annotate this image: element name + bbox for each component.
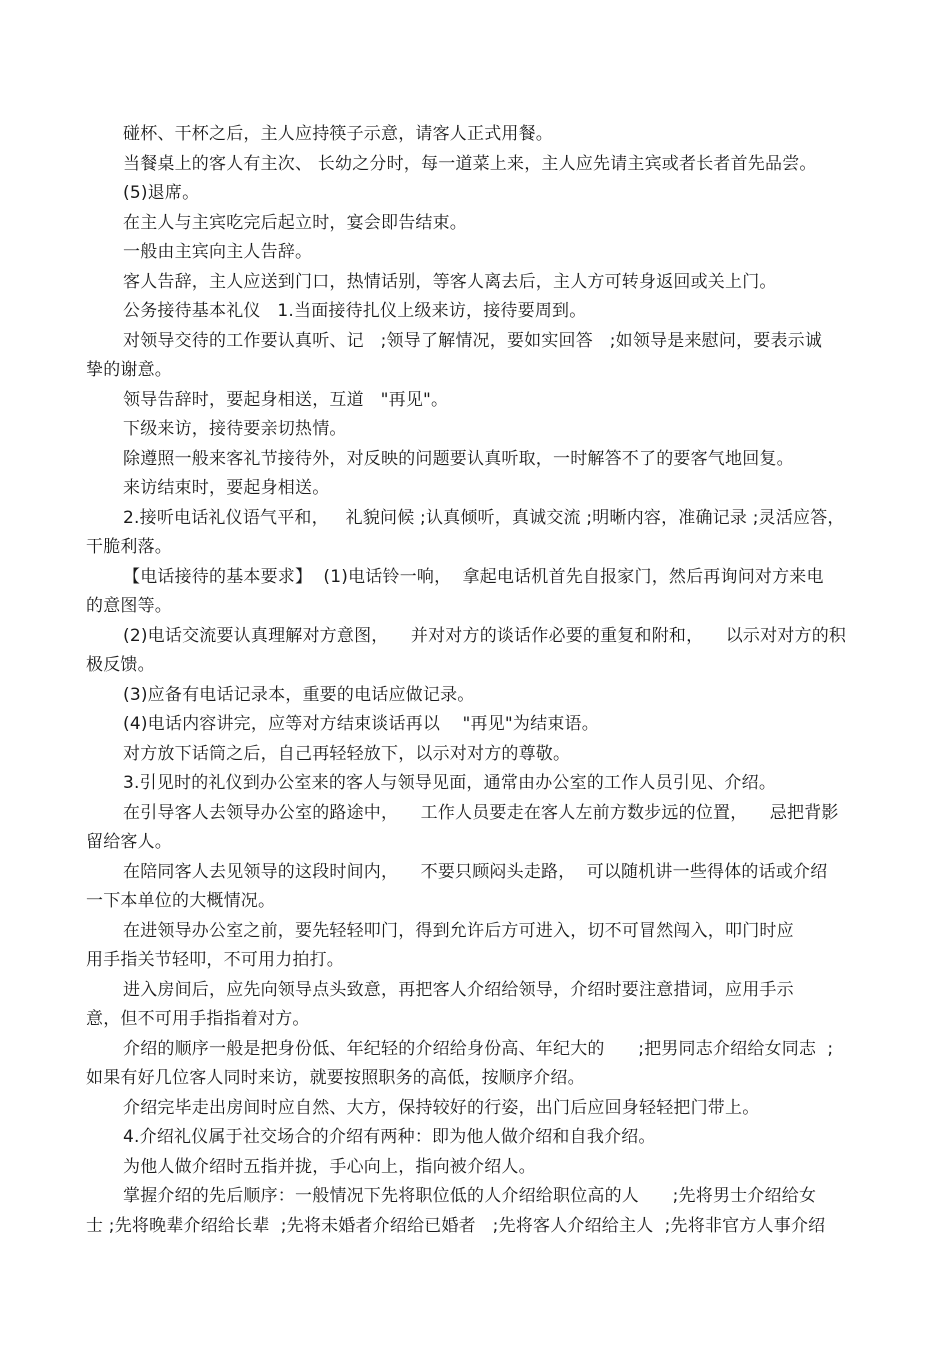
paragraph-continuation-line: 挚的谢意。 — [86, 360, 172, 380]
paragraph-continuation-line: 士 ;先将晚辈介绍给长辈 ;先将未婚者介绍给已婚者 ;先将客人介绍给主人 ;先将非官方人事介绍 — [86, 1215, 826, 1236]
paragraph-line: 公务接待基本礼仪 1.当面接待扎仪上级来访，接待要周到。 — [123, 301, 587, 321]
paragraph-line: 4.介绍礼仪属于社交场合的介绍有两种：即为他人做介绍和自我介绍。 — [123, 1127, 656, 1147]
paragraph-line: 除遵照一般来客礼节接待外，对反映的问题要认真听取，一时解答不了的要客气地回复。 — [123, 448, 794, 469]
paragraph-line: 对领导交待的工作要认真听、记 ;领导了解情况，要如实回答 ;如领导是来慰问，要表示诚 — [123, 330, 823, 351]
document-body — [86, 120, 866, 1241]
paragraph-continuation-line: 留给客人。 — [86, 832, 172, 852]
paragraph-line: (5)退席。 — [123, 183, 200, 203]
paragraph-line: 当餐桌上的客人有主次、 长幼之分时，每一道菜上来，主人应先请主宾或者长者首先品尝。 — [123, 153, 817, 174]
paragraph-continuation-line: 用手指关节轻叩，不可用力拍打。 — [86, 950, 344, 970]
paragraph-line: 在进领导办公室之前，要先轻轻叩门，得到允许后方可进入，切不可冒然闯入，叩门时应 — [123, 920, 794, 941]
paragraph-line: 3.引见时的礼仪到办公室来的客人与领导见面，通常由办公室的工作人员引见、介绍。 — [123, 773, 777, 793]
paragraph-line: (3)应备有电话记录本，重要的电话应做记录。 — [123, 684, 475, 705]
paragraph-line: 为他人做介绍时五指并拢，手心向上，指向被介绍人。 — [123, 1156, 536, 1177]
paragraph-line: 客人告辞，主人应送到门口，热情话别，等客人离去后，主人方可转身返回或关上门。 — [123, 271, 777, 292]
paragraph-line: 在引导客人去领导办公室的路途中， 工作人员要走在客人左前方数步远的位置， 忌把背影 — [123, 802, 839, 823]
paragraph-line: 介绍的顺序一般是把身份低、年纪轻的介绍给身份高、年纪大的 ;把男同志介绍给女同志 ; — [123, 1038, 834, 1059]
paragraph-continuation-line: 一下本单位的大概情况。 — [86, 891, 276, 911]
paragraph-line: 碰杯、干杯之后，主人应持筷子示意，请客人正式用餐。 — [123, 124, 553, 144]
paragraph-line: 对方放下话筒之后，自己再轻轻放下，以示对对方的尊敬。 — [123, 743, 571, 764]
paragraph-line: 在陪同客人去见领导的这段时间内， 不要只顾闷头走路， 可以随机讲一些得体的话或介绍 — [123, 861, 828, 882]
paragraph-continuation-line: 干脆利落。 — [86, 537, 172, 557]
paragraph-line: 领导告辞时，要起身相送，互道 "再见"。 — [123, 389, 449, 410]
paragraph-line: (4)电话内容讲完，应等对方结束谈话再以 "再见"为结束语。 — [123, 714, 599, 734]
paragraph-line: 来访结束时，要起身相送。 — [123, 478, 330, 498]
paragraph-line: 在主人与主宾吃完后起立时，宴会即告结束。 — [123, 212, 467, 233]
paragraph-continuation-line: 如果有好几位客人同时来访，就要按照职务的高低，按顺序介绍。 — [86, 1068, 585, 1088]
paragraph-line: (2)电话交流要认真理解对方意图， 并对对方的谈话作必要的重复和附和， 以示对对方的积 — [123, 625, 847, 646]
paragraph-line: 2.接听电话礼仪语气平和， 礼貌问候 ;认真倾听，真诚交流 ;明晰内容，准确记录 ;灵活应答， — [123, 507, 845, 528]
paragraph-continuation-line: 极反馈。 — [86, 655, 155, 675]
paragraph-continuation-line: 意，但不可用手指指着对方。 — [86, 1009, 310, 1029]
paragraph-line: 一般由主宾向主人告辞。 — [123, 242, 313, 262]
paragraph-continuation-line: 的意图等。 — [86, 596, 172, 616]
paragraph-line: 下级来访，接待要亲切热情。 — [123, 419, 347, 439]
paragraph-line: 掌握介绍的先后顺序：一般情况下先将职位低的人介绍给职位高的人 ;先将男士介绍给女 — [123, 1186, 817, 1206]
paragraph-line: 介绍完毕走出房间时应自然、大方，保持较好的行姿，出门后应回身轻轻把门带上。 — [123, 1097, 760, 1118]
paragraph-line: 进入房间后，应先向领导点头致意，再把客人介绍给领导，介绍时要注意措词，应用手示 — [123, 979, 794, 1000]
paragraph-line: 【电话接待的基本要求】 (1)电话铃一响， 拿起电话机首先自报家门，然后再询问对方来电 — [123, 566, 824, 587]
